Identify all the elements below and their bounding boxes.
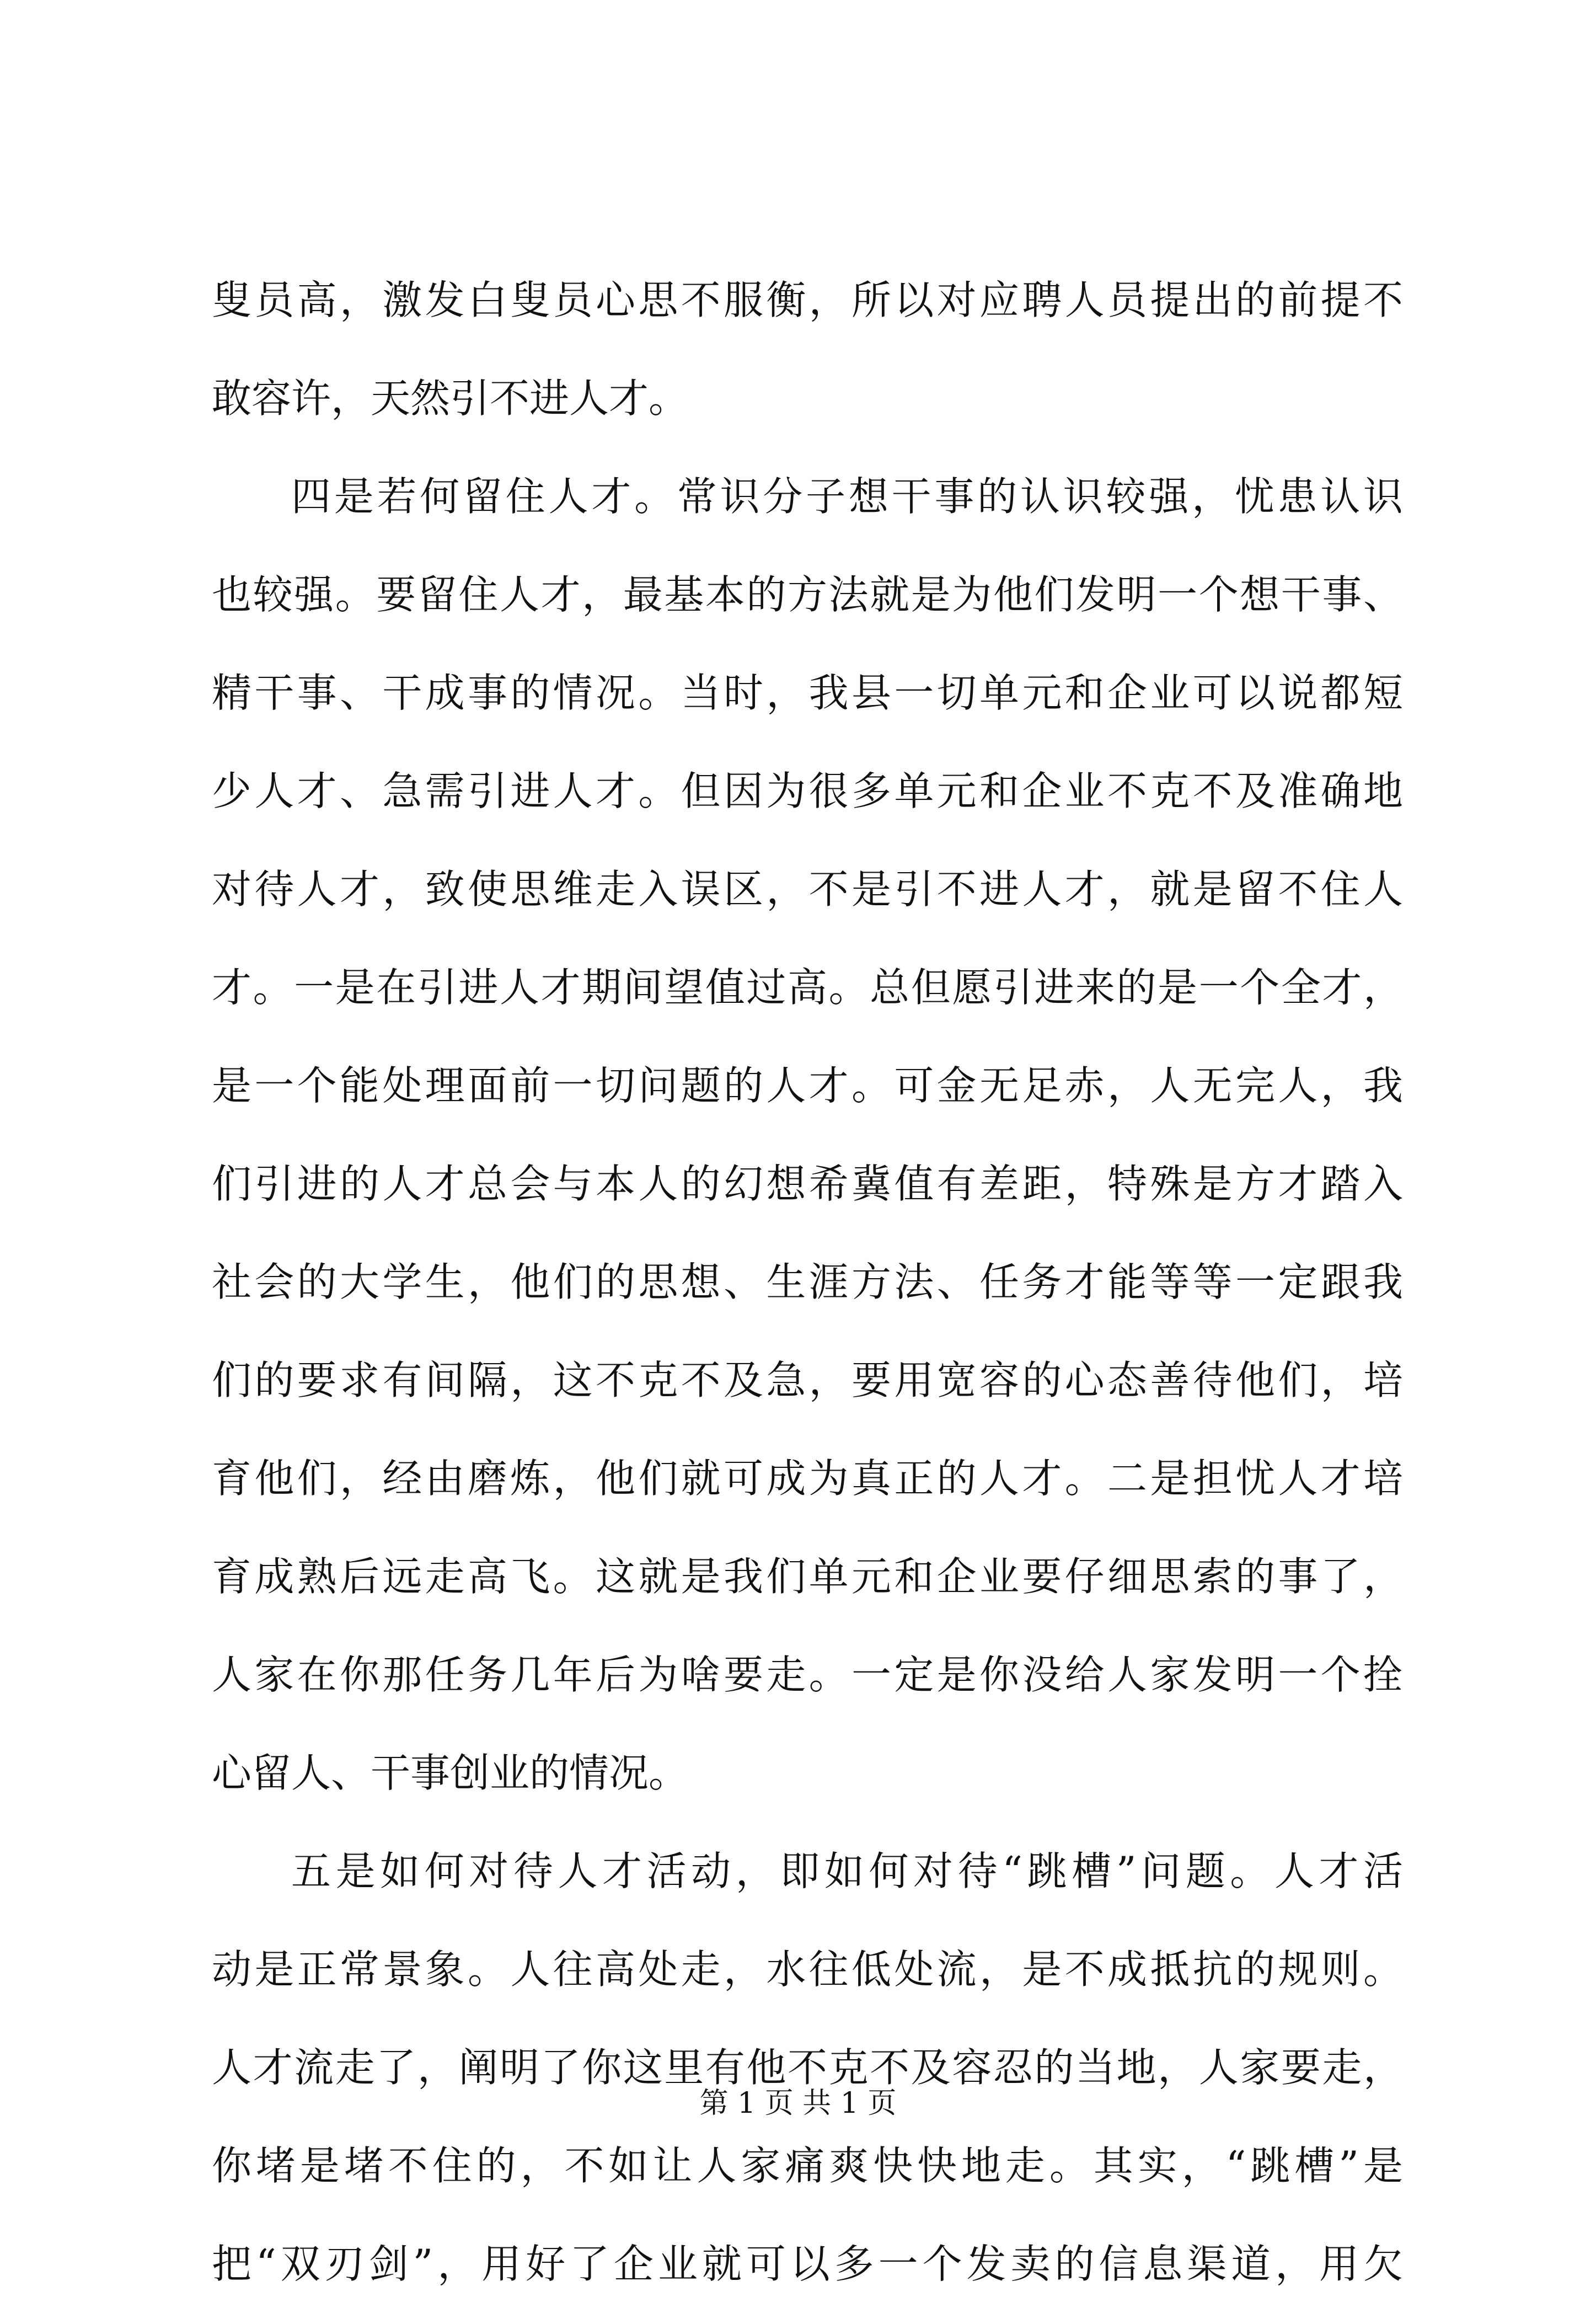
text-line: 你堵是堵不住的，不如让人家痛爽快快地走。其实，“跳槽”是 <box>212 2143 1403 2189</box>
text-line: 人才流走了，阐明了你这里有他不克不及容忍的当地，人家要走， <box>212 2044 1403 2091</box>
text-line: 也较强。要留住人才，最基本的方法就是为他们发明一个想干事、 <box>212 571 1403 618</box>
text-line: 把“双刃剑”，用好了企业就可以多一个发卖的信息渠道，用欠 <box>212 2241 1403 2287</box>
text-line: 育成熟后远走高飞。这就是我们单元和企业要仔细思索的事了， <box>212 1553 1403 1600</box>
paragraph-start-line: 四是若何留住人才。常识分子想干事的认识较强，忧患认识 <box>291 473 1403 520</box>
text-line: 叟员高，激发白叟员心思不服衡，所以对应聘人员提出的前提不 <box>212 277 1403 323</box>
text-line: 们的要求有间隔，这不克不及急，要用宽容的心态善待他们，培 <box>212 1357 1403 1403</box>
text-line: 是一个能处理面前一切问题的人才。可金无足赤，人无完人，我 <box>212 1062 1403 1109</box>
text-line: 敢容许，天然引不进人才。 <box>212 375 689 421</box>
text-line: 人家在你那任务几年后为啥要走。一定是你没给人家发明一个拴 <box>212 1652 1403 1698</box>
text-line: 动是正常景象。人往高处走，水往低处流，是不成抵抗的规则。 <box>212 1946 1403 1993</box>
text-line: 们引进的人才总会与本人的幻想希冀值有差距，特殊是方才踏入 <box>212 1161 1403 1207</box>
document-body <box>212 251 1403 2313</box>
text-line: 社会的大学生，他们的思想、生涯方法、任务才能等等一定跟我 <box>212 1259 1403 1305</box>
page-number-footer: 第 1 页 共 1 页 <box>699 2087 897 2120</box>
text-line: 心留人、干事创业的情况。 <box>212 1750 689 1796</box>
text-line: 少人才、急需引进人才。但因为很多单元和企业不克不及准确地 <box>212 768 1403 814</box>
paragraph-start-line: 五是如何对待人才活动，即如何对待“跳槽”问题。人才活 <box>291 1848 1403 1894</box>
text-line: 才。一是在引进人才期间望值过高。总但愿引进来的是一个全才， <box>212 964 1403 1011</box>
text-line: 精干事、干成事的情况。当时，我县一切单元和企业可以说都短 <box>212 670 1403 716</box>
text-line: 对待人才，致使思维走入误区，不是引不进人才，就是留不住人 <box>212 866 1403 912</box>
text-line: 育他们，经由磨炼，他们就可成为真正的人才。二是担忧人才培 <box>212 1455 1403 1502</box>
